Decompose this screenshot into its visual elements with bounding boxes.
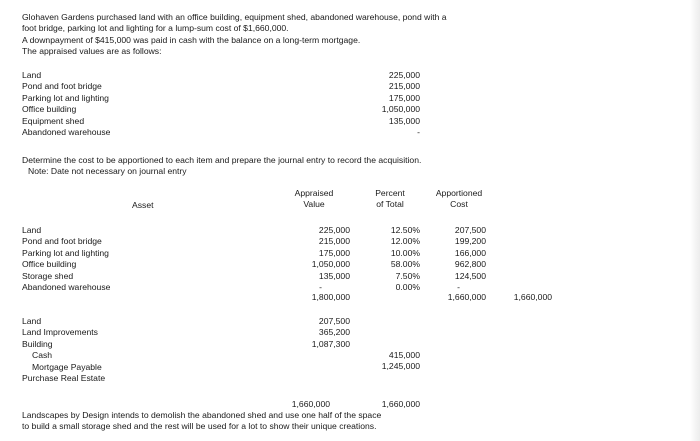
table-assets — [22, 225, 110, 293]
journal-account: Mortgage Payable — [32, 361, 102, 372]
table-cost: 199,200 — [454, 236, 486, 247]
table-costs — [430, 225, 486, 293]
table-percent: 12.00% — [390, 236, 420, 247]
table-row-asset: Storage shed — [22, 270, 74, 281]
appraised-value: 215,000 — [388, 81, 420, 92]
table-cost: 124,500 — [454, 270, 486, 281]
appraised-item: Land — [22, 70, 42, 80]
journal-credit: 415,000 — [388, 350, 420, 360]
appraised-item: Pond and foot bridge — [22, 81, 102, 92]
table-row-asset: Abandoned warehouse — [22, 281, 111, 292]
header-percent — [364, 188, 416, 211]
footer-line-1: Landscapes by Design intends to demolish the abandoned shed and use one half of the space — [22, 410, 382, 420]
table-percent: 10.00% — [390, 247, 420, 258]
header-apportioned-line-1: Apportioned — [435, 188, 483, 198]
appraised-value: 135,000 — [388, 115, 420, 126]
journal-debit-total: 1,660,000 — [291, 399, 330, 409]
journal-account: Land — [22, 316, 42, 326]
table-cost: 962,800 — [454, 259, 486, 270]
appraised-value: 225,000 — [388, 70, 420, 80]
page-edge-shadow — [690, 0, 700, 441]
appraised-item: Office building — [22, 104, 77, 115]
table-value: 175,000 — [318, 247, 350, 258]
instructions-line-1: Determine the cost to be apportioned to each item and prepare the journal entry to record the acquisition. — [22, 155, 422, 165]
table-percent: 58.00% — [390, 259, 420, 270]
table-value: 135,000 — [318, 270, 350, 281]
table-percent: 7.50% — [395, 270, 420, 281]
header-appraised — [284, 188, 344, 211]
table-value: 1,050,000 — [311, 259, 350, 270]
instructions — [22, 155, 421, 178]
table-row-asset: Land — [22, 225, 42, 235]
journal-credits — [360, 350, 420, 373]
table-cost: 166,000 — [454, 247, 486, 258]
total-appraised-value: 1,800,000 — [311, 292, 350, 302]
header-appraised-line-1: Appraised — [294, 188, 334, 198]
appraised-values — [360, 70, 420, 138]
journal-debit: 1,087,300 — [311, 338, 350, 349]
table-percents — [370, 225, 420, 293]
appraised-item: Parking lot and lighting — [22, 92, 109, 103]
journal-debit: 207,500 — [318, 316, 350, 326]
journal-account: Cash — [32, 350, 53, 361]
header-appraised-line-2: Value — [303, 199, 325, 210]
journal-credit: 1,245,000 — [381, 361, 420, 372]
table-value: 225,000 — [318, 225, 350, 235]
table-percent: 0.00% — [395, 281, 420, 292]
journal-debit: 365,200 — [318, 327, 350, 338]
header-apportioned — [428, 188, 490, 211]
intro-line-3: A downpayment of $415,000 was paid in cash with the balance on a long-term mortgage. — [22, 34, 361, 45]
header-percent-line-1: Percent — [375, 188, 405, 198]
instructions-note: Note: Date not necessary on journal entry — [28, 166, 187, 177]
journal-account: Land Improvements — [22, 327, 98, 338]
table-cost: 207,500 — [454, 225, 486, 235]
intro-paragraph — [22, 12, 447, 58]
appraised-value: 1,050,000 — [381, 104, 420, 115]
table-row-asset: Office building — [22, 259, 77, 270]
journal-credit-total: 1,660,000 — [381, 399, 420, 409]
intro-line-2: foot bridge, parking lot and lighting for a lump-sum cost of $1,660,000. — [22, 23, 289, 34]
total-check: 1,660,000 — [513, 292, 552, 302]
table-value: 215,000 — [318, 236, 350, 247]
journal-account: Purchase Real Estate — [22, 372, 106, 383]
appraised-item: Abandoned warehouse — [22, 126, 111, 137]
footer-line-2: to build a small storage shed and the rest will be used for a lot to show their unique creations. — [22, 421, 377, 432]
footer-paragraph — [22, 410, 381, 433]
intro-line-1: Glohaven Gardens purchased land with an office building, equipment shed, abandoned warehouse, pond with a — [22, 12, 447, 22]
journal-account: Building — [22, 338, 53, 349]
header-percent-line-2: of Total — [376, 199, 404, 210]
table-row-asset: Pond and foot bridge — [22, 236, 102, 247]
table-cost: - — [457, 281, 460, 292]
appraised-value: - — [417, 126, 420, 137]
appraised-items — [22, 70, 110, 138]
total-apportioned-cost: 1,660,000 — [447, 292, 486, 302]
journal-debits — [290, 316, 350, 350]
header-asset: Asset — [132, 200, 154, 210]
appraised-item: Equipment shed — [22, 115, 85, 126]
table-value: - — [319, 281, 322, 292]
table-percent: 12.50% — [390, 225, 420, 235]
header-apportioned-line-2: Cost — [450, 199, 468, 210]
table-values — [290, 225, 350, 293]
appraised-value: 175,000 — [388, 92, 420, 103]
intro-line-4: The appraised values are as follows: — [22, 46, 162, 57]
table-row-asset: Parking lot and lighting — [22, 247, 109, 258]
journal-accounts — [22, 316, 105, 384]
